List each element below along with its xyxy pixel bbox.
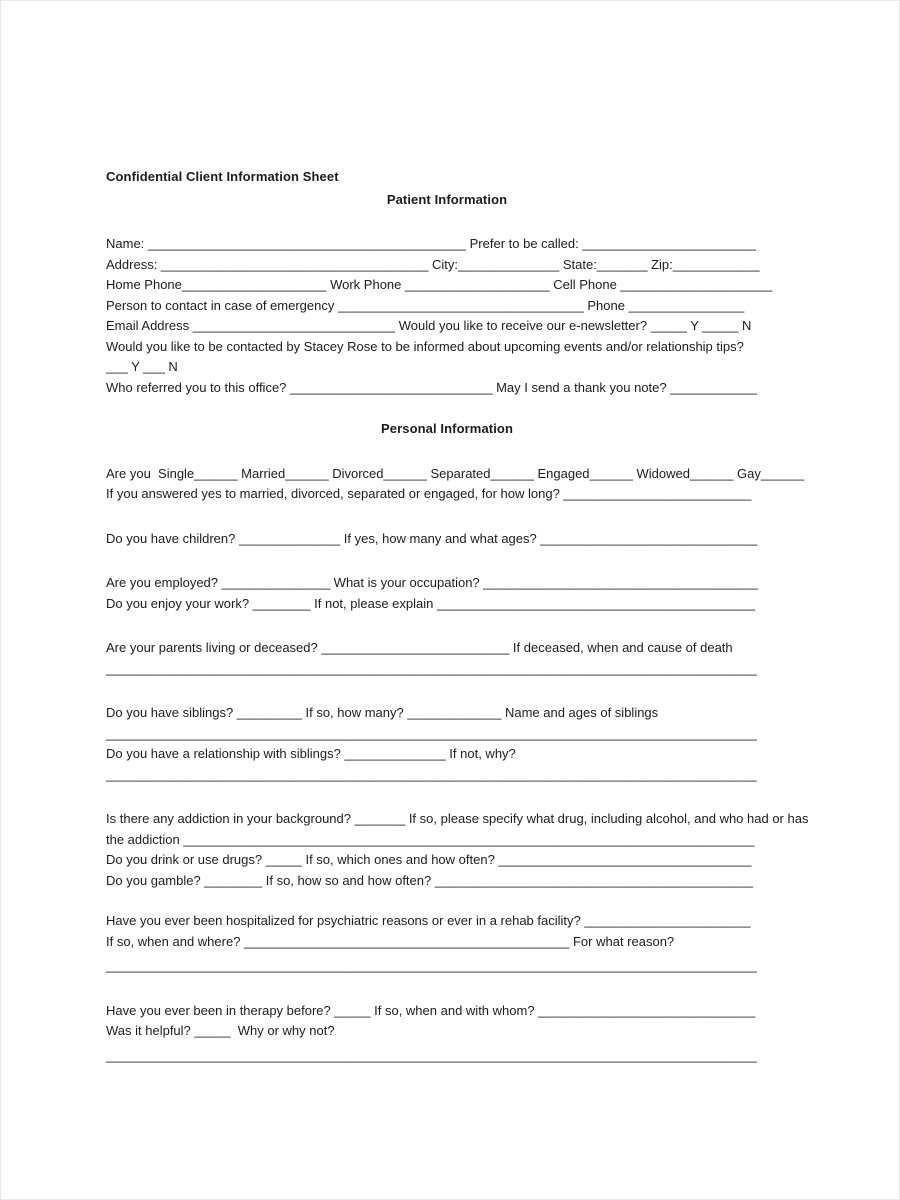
gambling-line: Do you gamble? ________ If so, how so and how often? ____________________________________________ xyxy=(106,872,753,888)
employment-line: Are you employed? _______________ What is your occupation? ______________________________________ xyxy=(106,575,758,590)
document-content xyxy=(106,167,809,1066)
blank-rule-line: __________________________________________________________________________________________ xyxy=(106,958,757,973)
personal-form-lines xyxy=(106,464,809,1067)
blank-rule-line: __________________________________________________________________________________________ xyxy=(106,725,757,741)
address-line: Address: _____________________________________ City:______________ State:_______ Zip:____________ xyxy=(106,256,760,272)
therapy-helpful-line: Was it helpful? _____ Why or why not? xyxy=(106,1023,335,1038)
siblings-line: Do you have siblings? _________ If so, how many? _____________ Name and ages of siblings xyxy=(106,705,659,720)
parents-line: Are your parents living or deceased? __________________________ If deceased, when and cause of death xyxy=(106,640,733,655)
section-patient-information xyxy=(106,190,788,399)
children-line: Do you have children? ______________ If yes, how many and what ages? ______________________________ xyxy=(106,530,758,546)
hospitalization-line: Have you ever been hospitalized for psychiatric reasons or ever in a rehab facility? _______________________ xyxy=(106,913,751,928)
section-heading-patient: Patient Information xyxy=(386,191,508,207)
email-newsletter-line: Email Address ____________________________ Would you like to receive our e-newsletter? _____ Y _____ N xyxy=(106,318,752,333)
sibling-relationship-line: Do you have a relationship with siblings? ______________ If not, why? xyxy=(106,746,516,761)
section-heading-personal: Personal Information xyxy=(380,421,514,436)
marriage-duration-line: If you answered yes to married, divorced, separated or engaged, for how long? __________________________ xyxy=(106,486,752,501)
drugs-line: Do you drink or use drugs? _____ If so, which ones and how often? ___________________________________ xyxy=(106,852,752,867)
blank-rule-line: __________________________________________________________________________________________ xyxy=(106,1047,757,1063)
work-enjoyment-line: Do you enjoy your work? ________ If not, please explain ____________________________________________ xyxy=(106,595,756,611)
blank-rule-line: __________________________________________________________________________________________ xyxy=(106,766,757,782)
document-title: Confidential Client Information Sheet xyxy=(106,169,339,184)
emergency-contact-line: Person to contact in case of emergency __________________________________ Phone ________________ xyxy=(106,297,745,313)
marital-status-line: Are you Single______ Married______ Divorced______ Separated______ Engaged______ Widowed______ Gay______ xyxy=(106,465,805,481)
blank-rule-line: __________________________________________________________________________________________ xyxy=(106,660,757,676)
section-personal-information xyxy=(106,419,809,1066)
addiction-line: Is there any addiction in your background? _______ If so, please specify what drug, including alcohol, and who had or has xyxy=(106,811,809,826)
name-line: Name: ____________________________________________ Prefer to be called: ________________________ xyxy=(106,236,756,251)
therapy-line: Have you ever been in therapy before? _____ If so, when and with whom? ______________________________ xyxy=(106,1002,756,1018)
consent-yes-no-line: ___ Y ___ N xyxy=(106,359,178,374)
patient-form-lines xyxy=(106,234,788,398)
phones-line: Home Phone____________________ Work Phone ____________________ Cell Phone _____________________ xyxy=(106,277,773,292)
addiction-continued-line: the addiction _______________________________________________________________________________ xyxy=(106,831,755,847)
referral-line: Who referred you to this office? ____________________________ May I send a thank you note? ____________ xyxy=(106,379,757,395)
contact-consent-line: Would you like to be contacted by Stacey Rose to be informed about upcoming events and/or relationship tips? xyxy=(106,338,744,354)
hospitalization-details-line: If so, when and where? _____________________________________________ For what reason? xyxy=(106,933,675,949)
